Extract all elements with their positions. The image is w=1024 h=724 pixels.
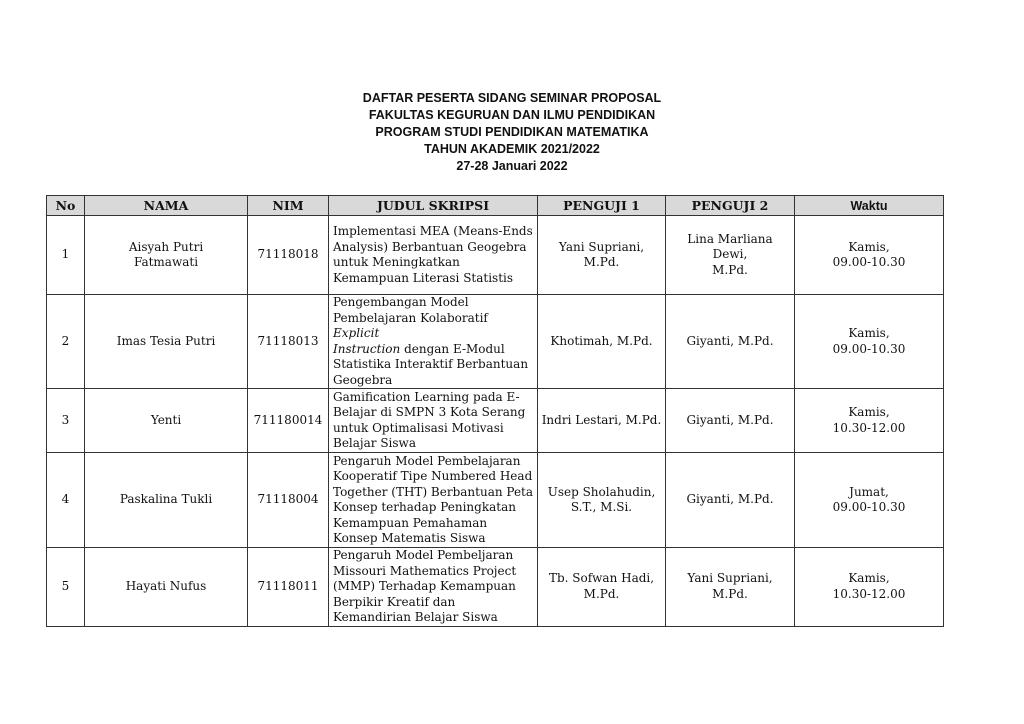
heading-program: PROGRAM STUDI PENDIDIKAN MATEMATIKA: [375, 125, 649, 139]
cell-nama: Paskalina Tukli: [85, 453, 248, 548]
cell-penguji-2: Giyanti, M.Pd.: [666, 295, 795, 389]
cell-penguji-2: Giyanti, M.Pd.: [666, 453, 795, 548]
header-waktu: Waktu: [795, 196, 944, 216]
heading-academic-year: TAHUN AKADEMIK 2021/2022: [424, 142, 600, 156]
cell-nim: 71118004: [248, 453, 329, 548]
cell-nim: 71118013: [248, 295, 329, 389]
cell-penguji-2: Giyanti, M.Pd.: [666, 389, 795, 453]
cell-waktu: Kamis, 10.30-12.00: [795, 389, 944, 453]
document-heading: [0, 90, 1024, 175]
table-row: [47, 389, 944, 453]
cell-judul: Gamification Learning pada E- Belajar di SMPN 3 Kota Serang untuk Optimalisasi Motivasi Belajar Siswa: [329, 389, 538, 453]
table-row: [47, 295, 944, 389]
cell-no: 5: [47, 548, 85, 627]
header-judul: JUDUL SKRIPSI: [329, 196, 538, 216]
cell-nama: Yenti: [85, 389, 248, 453]
cell-penguji-1: Indri Lestari, M.Pd.: [538, 389, 666, 453]
cell-nim: 71118018: [248, 216, 329, 295]
table-row: [47, 216, 944, 295]
header-penguji-2: PENGUJI 2: [666, 196, 795, 216]
header-no: No: [47, 196, 85, 216]
table-header-row: [47, 196, 944, 216]
cell-nim: 711180014: [248, 389, 329, 453]
cell-waktu: Kamis, 09.00-10.30: [795, 295, 944, 389]
cell-waktu: Jumat, 09.00-10.30: [795, 453, 944, 548]
heading-faculty: FAKULTAS KEGURUAN DAN ILMU PENDIDIKAN: [368, 108, 656, 122]
cell-waktu: Kamis, 10.30-12.00: [795, 548, 944, 627]
cell-penguji-2: Lina Marliana Dewi, M.Pd.: [666, 216, 795, 295]
heading-title: DAFTAR PESERTA SIDANG SEMINAR PROPOSAL: [362, 91, 662, 105]
participant-table: [46, 195, 944, 627]
cell-no: 1: [47, 216, 85, 295]
header-nama: NAMA: [85, 196, 248, 216]
cell-judul: [329, 295, 538, 389]
judul-part-c: dengan E-Modul Statistika Interaktif Berbantuan Geogebra: [333, 341, 529, 387]
header-nim: NIM: [248, 196, 329, 216]
cell-no: 4: [47, 453, 85, 548]
cell-judul: Pengaruh Model Pembeljaran Missouri Mathematics Project (MMP) Terhadap Kemampuan Berpikir Kreatif dan Kemandirian Belajar Siswa: [329, 548, 538, 627]
cell-penguji-1: Khotimah, M.Pd.: [538, 295, 666, 389]
cell-waktu: Kamis, 09.00-10.30: [795, 216, 944, 295]
cell-judul: Implementasi MEA (Means-Ends Analysis) Berbantuan Geogebra untuk Meningkatkan Kemampuan Literasi Statistis: [329, 216, 538, 295]
judul-part-italic: Explicit Instruction: [333, 326, 401, 356]
cell-nama: Imas Tesia Putri: [85, 295, 248, 389]
judul-part-a: Pengembangan Model Pembelajaran Kolaboratif: [333, 295, 488, 325]
cell-penguji-1: Tb. Sofwan Hadi, M.Pd.: [538, 548, 666, 627]
cell-nim: 71118011: [248, 548, 329, 627]
cell-penguji-1: Usep Sholahudin, S.T., M.Si.: [538, 453, 666, 548]
cell-nama: Aisyah Putri Fatmawati: [85, 216, 248, 295]
cell-no: 3: [47, 389, 85, 453]
cell-penguji-1: Yani Supriani, M.Pd.: [538, 216, 666, 295]
cell-no: 2: [47, 295, 85, 389]
cell-judul: Pengaruh Model Pembelajaran Kooperatif Tipe Numbered Head Together (THT) Berbantuan Peta Konsep terhadap Peningkatan Kemampuan Pemahaman Konsep Matematis Siswa: [329, 453, 538, 548]
cell-penguji-2: Yani Supriani, M.Pd.: [666, 548, 795, 627]
header-penguji-1: PENGUJI 1: [538, 196, 666, 216]
heading-date: 27-28 Januari 2022: [456, 159, 568, 173]
cell-nama: Hayati Nufus: [85, 548, 248, 627]
table-row: [47, 453, 944, 548]
table-row: [47, 548, 944, 627]
